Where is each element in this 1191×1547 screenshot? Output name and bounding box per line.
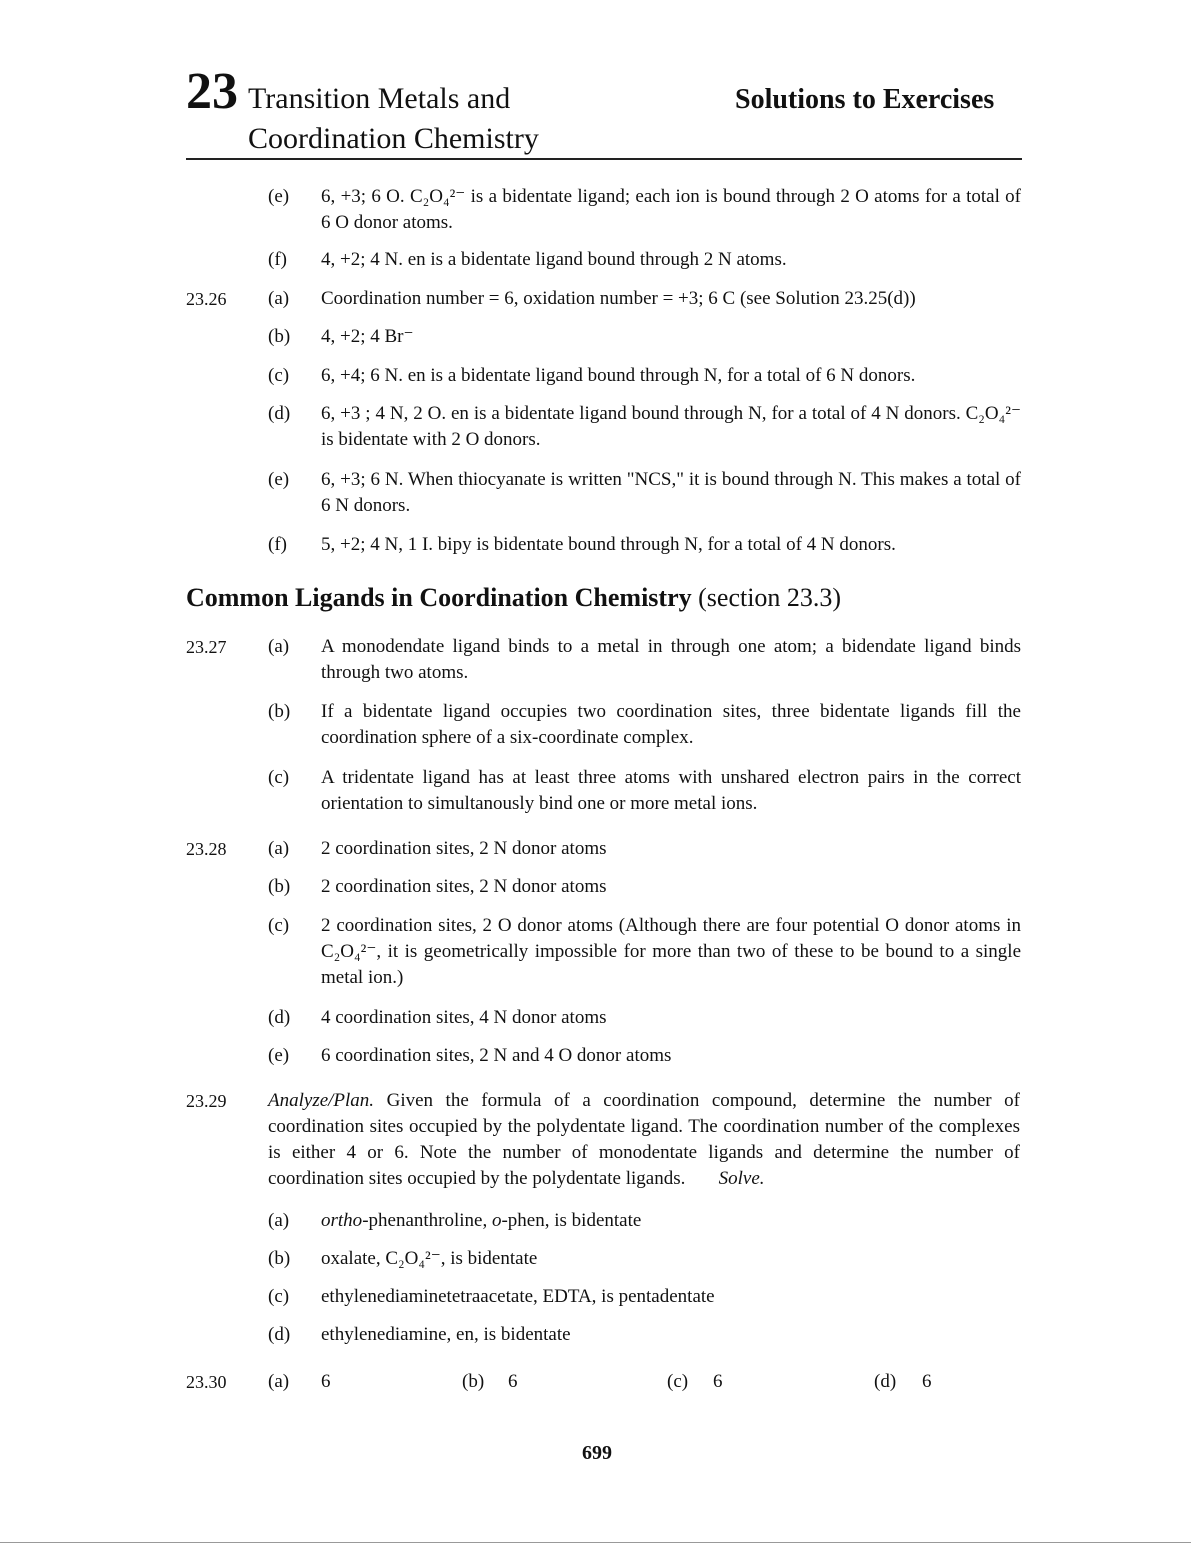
answer-text: ethylenediamine, en, is bidentate — [321, 1324, 571, 1345]
answer-text: 6, +3; 6 O. C₂O₄²⁻ is a bidentate ligand; each ion is bound through 2 O atoms for a total of 6 O donor atoms. — [321, 186, 1021, 233]
item-label: (a) — [268, 1371, 290, 1392]
answer-value: 6 — [508, 1371, 518, 1392]
answer-text: 6, +3; 6 N. When thiocyanate is written "NCS," it is bound through N. This makes a total of 6 N donors. — [321, 469, 1021, 516]
answer-value: 6 — [922, 1371, 932, 1392]
item-label: (b) — [462, 1371, 485, 1392]
section-title: Solutions to Exercises — [735, 84, 995, 115]
item-label: (e) — [268, 1045, 290, 1066]
item-label: (b) — [268, 1248, 291, 1269]
item-label: (b) — [268, 876, 291, 897]
item-label: (c) — [268, 915, 290, 936]
answer-text: 4, +2; 4 N. en is a bidentate ligand bound through 2 N atoms. — [321, 249, 787, 270]
answer-text: 4 coordination sites, 4 N donor atoms — [321, 1007, 607, 1028]
exercise-number: 23.29 — [186, 1091, 227, 1111]
exercise-number: 23.28 — [186, 839, 227, 859]
item-label: (c) — [268, 365, 290, 386]
chapter-title-line2: Coordination Chemistry — [248, 122, 539, 155]
item-label: (e) — [268, 186, 290, 207]
italic-prefix: ortho — [321, 1210, 363, 1231]
section-heading — [186, 583, 841, 613]
answer-text: oxalate, C₂O₄²⁻, is bidentate — [321, 1248, 538, 1269]
item-label: (a) — [268, 288, 290, 309]
solve-label: Solve. — [718, 1168, 765, 1189]
italic-prefix: o — [491, 1210, 502, 1231]
answer-text: Coordination number = 6, oxidation number = +3; 6 C (see Solution 23.25(d)) — [321, 288, 916, 309]
answer-text: 6 coordination sites, 2 N and 4 O donor atoms — [321, 1045, 672, 1066]
item-label: (c) — [667, 1371, 689, 1392]
item-label: (c) — [268, 767, 290, 788]
answer-value: 6 — [321, 1371, 331, 1392]
item-label: (a) — [268, 838, 290, 859]
item-label: (f) — [268, 249, 287, 270]
item-label: (f) — [268, 534, 287, 555]
section-heading-ref: (section 23.3) — [691, 583, 842, 612]
answer-text: 2 coordination sites, 2 N donor atoms — [321, 876, 607, 897]
answer-fragment: -phenanthroline, — [362, 1210, 492, 1231]
answer-text: 2 coordination sites, 2 O donor atoms (Although there are four potential O donor atoms in C₂O₄²⁻, it is geometrically impossible for more than two of these to be bound to a single metal ion.) — [321, 915, 1021, 988]
item-label: (e) — [268, 469, 290, 490]
item-label: (b) — [268, 701, 291, 722]
answer-text: A monodendate ligand binds to a metal in through one atom; a bidendate ligand binds through two atoms. — [321, 636, 1021, 683]
answer-text: 5, +2; 4 N, 1 I. bipy is bidentate bound through N, for a total of 4 N donors. — [321, 534, 896, 555]
item-label: (a) — [268, 1210, 290, 1231]
item-label: (a) — [268, 636, 290, 657]
page-number: 699 — [582, 1442, 612, 1464]
answer-text: 6, +3 ; 4 N, 2 O. en is a bidentate ligand bound through N, for a total of 4 N donors. C₂O₄²⁻ is bidentate with 2 O donors. — [321, 403, 1021, 450]
chapter-title-line1: Transition Metals and — [248, 82, 511, 115]
section-heading-bold: Common Ligands in Coordination Chemistry — [186, 583, 692, 612]
exercise-number: 23.26 — [186, 289, 227, 309]
answer-value: 6 — [713, 1371, 723, 1392]
analyze-plan-label: Analyze/Plan. — [268, 1090, 375, 1111]
exercise-number: 23.27 — [186, 637, 227, 657]
item-label: (d) — [268, 403, 291, 424]
answer-text: 4, +2; 4 Br⁻ — [321, 326, 414, 347]
item-label: (d) — [874, 1371, 897, 1392]
item-label: (b) — [268, 326, 291, 347]
answer-text — [321, 1208, 1021, 1234]
exercise-number: 23.30 — [186, 1372, 227, 1392]
item-label: (c) — [268, 1286, 290, 1307]
header-rule — [186, 158, 1022, 160]
answer-text: A tridentate ligand has at least three atoms with unshared electron pairs in the correct orientation to simultanously bind one or more metal ions. — [321, 767, 1021, 814]
answer-text: ethylenediaminetetraacetate, EDTA, is pentadentate — [321, 1286, 715, 1307]
scan-edge-line — [0, 1542, 1191, 1543]
analyze-plan-text: Given the formula of a coordination compound, determine the number of coordination sites occupied by the polydentate ligand. The coordination number of the complexes is either 4 or 6. Note the number of monodentate ligands and determine the number of coordination sites occupied by the polydentate ligands. — [268, 1090, 1020, 1189]
analyze-plan-paragraph — [268, 1088, 1020, 1192]
answer-text: 6, +4; 6 N. en is a bidentate ligand bound through N, for a total of 6 N donors. — [321, 365, 916, 386]
answer-text: If a bidentate ligand occupies two coordination sites, three bidentate ligands fill the coordination sphere of a six-coordinate complex. — [321, 701, 1021, 748]
item-label: (d) — [268, 1324, 291, 1345]
item-label: (d) — [268, 1007, 291, 1028]
answer-fragment: -phen, is bidentate — [501, 1210, 642, 1231]
answer-text: 2 coordination sites, 2 N donor atoms — [321, 838, 607, 859]
chapter-number: 23 — [186, 63, 238, 120]
